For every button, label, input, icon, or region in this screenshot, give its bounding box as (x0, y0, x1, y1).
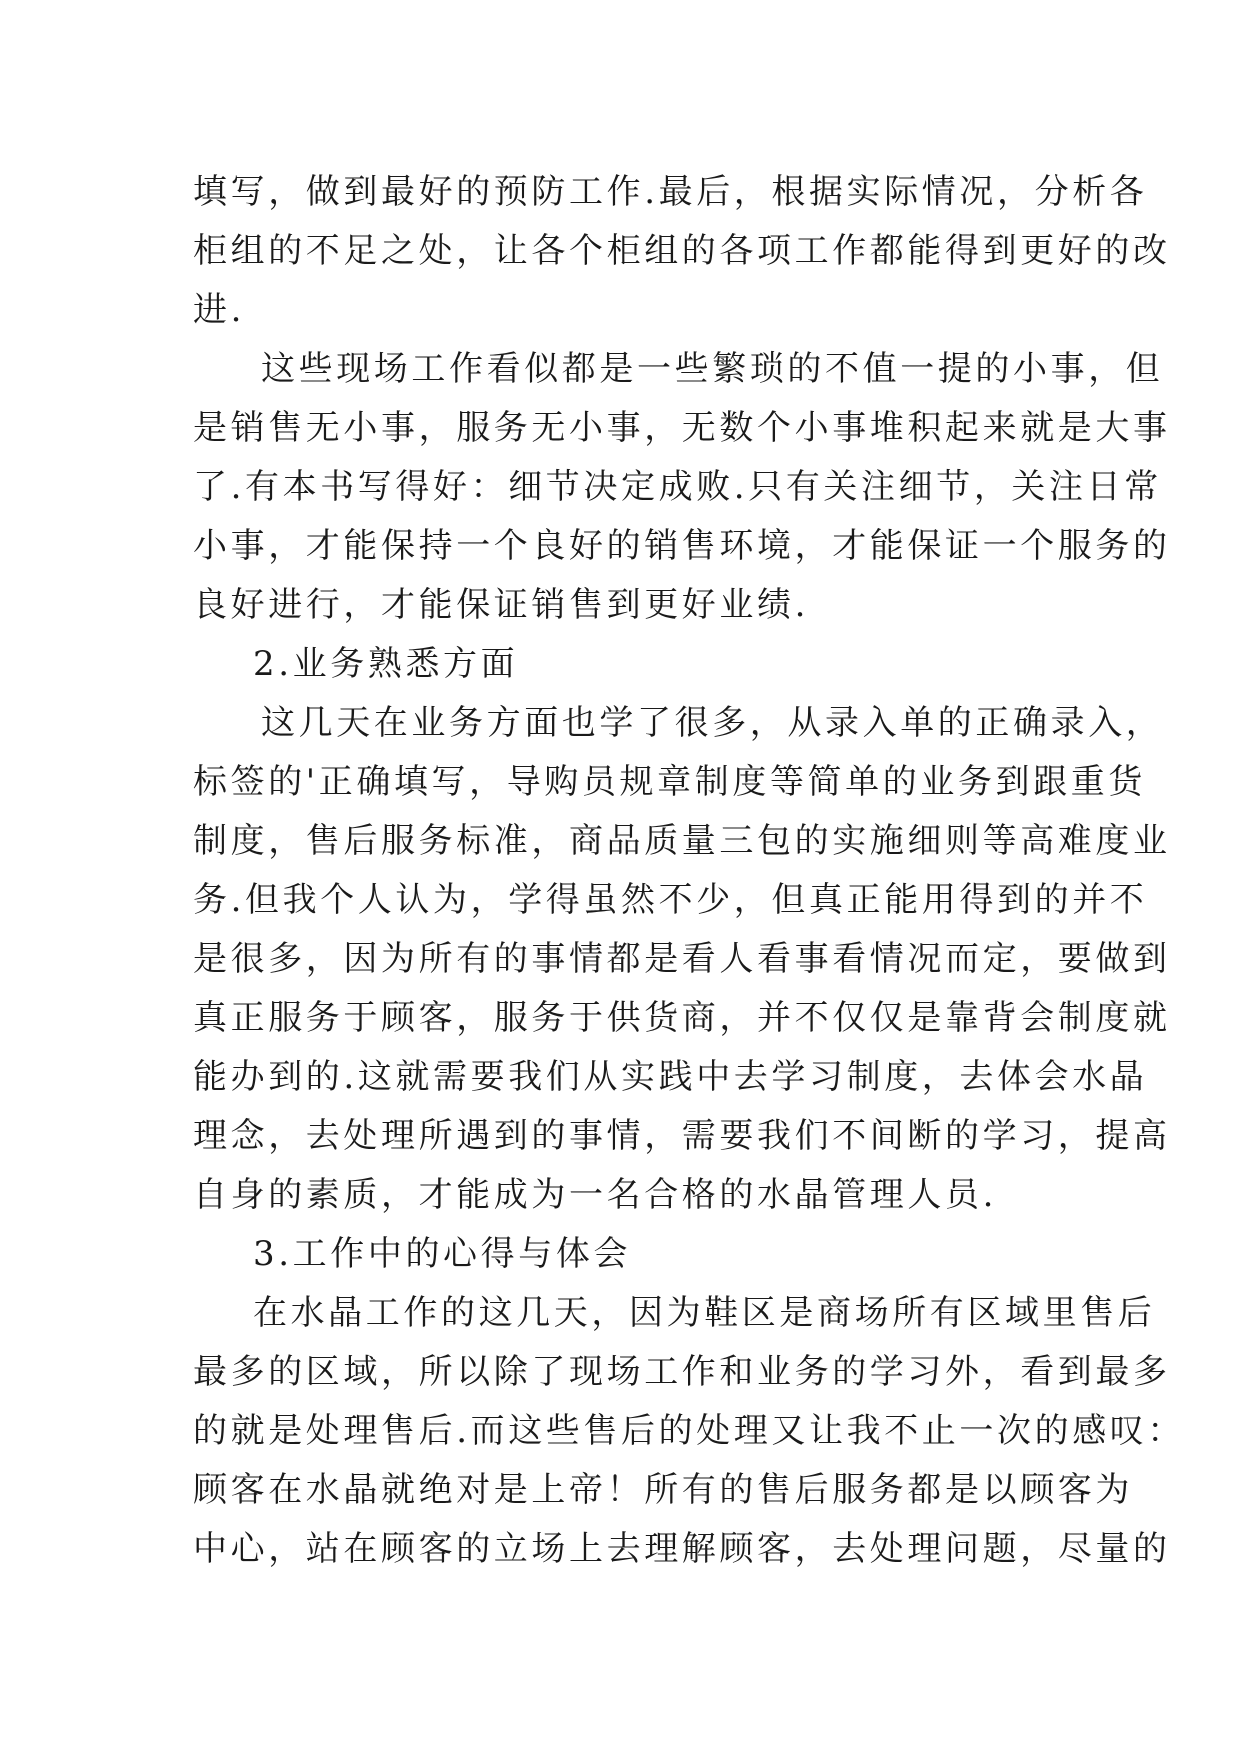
text-line: 柜组的不足之处，让各个柜组的各项工作都能得到更好的改 (193, 231, 1171, 271)
text-line: 制度，售后服务标准，商品质量三包的实施细则等高难度业 (193, 821, 1171, 861)
paragraph-first-line: 这些现场工作看似都是一些繁琐的不值一提的小事，但 (261, 349, 1164, 389)
text-line: 了.有本书写得好：细节决定成败.只有关注细节，关注日常 (193, 467, 1162, 507)
text-line: 良好进行，才能保证销售到更好业绩. (193, 585, 810, 625)
text-line: 是很多，因为所有的事情都是看人看事看情况而定，要做到 (193, 939, 1171, 979)
text-line: 自身的素质，才能成为一名合格的水晶管理人员. (193, 1175, 998, 1215)
text-line: 顾客在水晶就绝对是上帝！所有的售后服务都是以顾客为 (193, 1470, 1133, 1510)
text-line: 填写，做到最好的预防工作.最后，根据实际情况，分析各 (193, 172, 1148, 212)
text-line: 能办到的.这就需要我们从实践中去学习制度，去体会水晶 (193, 1057, 1148, 1097)
text-line: 的就是处理售后.而这些售后的处理又让我不止一次的感叹： (193, 1411, 1186, 1451)
text-line: 务.但我个人认为，学得虽然不少，但真正能用得到的并不 (193, 880, 1148, 920)
body-text (193, 163, 1186, 1579)
text-line: 进. (193, 290, 246, 330)
text-line: 理念，去处理所遇到的事情，需要我们不间断的学习，提高 (193, 1116, 1171, 1156)
paragraph-first-line: 这几天在业务方面也学了很多，从录入单的正确录入， (261, 703, 1164, 743)
text-line: 中心，站在顾客的立场上去理解顾客，去处理问题，尽量的 (193, 1529, 1171, 1569)
text-line: 是销售无小事，服务无小事，无数个小事堆积起来就是大事 (193, 408, 1171, 448)
section-heading: 3.工作中的心得与体会 (253, 1234, 632, 1274)
section-heading: 2.业务熟悉方面 (253, 644, 519, 684)
text-line: 小事，才能保持一个良好的销售环境，才能保证一个服务的 (193, 526, 1171, 566)
text-line: 最多的区域，所以除了现场工作和业务的学习外，看到最多 (193, 1352, 1171, 1392)
text-line: 标签的'正确填写，导购员规章制度等简单的业务到跟重货 (193, 762, 1146, 802)
text-line: 真正服务于顾客，服务于供货商，并不仅仅是靠背会制度就 (193, 998, 1171, 1038)
paragraph-first-line: 在水晶工作的这几天，因为鞋区是商场所有区域里售后 (253, 1293, 1156, 1333)
